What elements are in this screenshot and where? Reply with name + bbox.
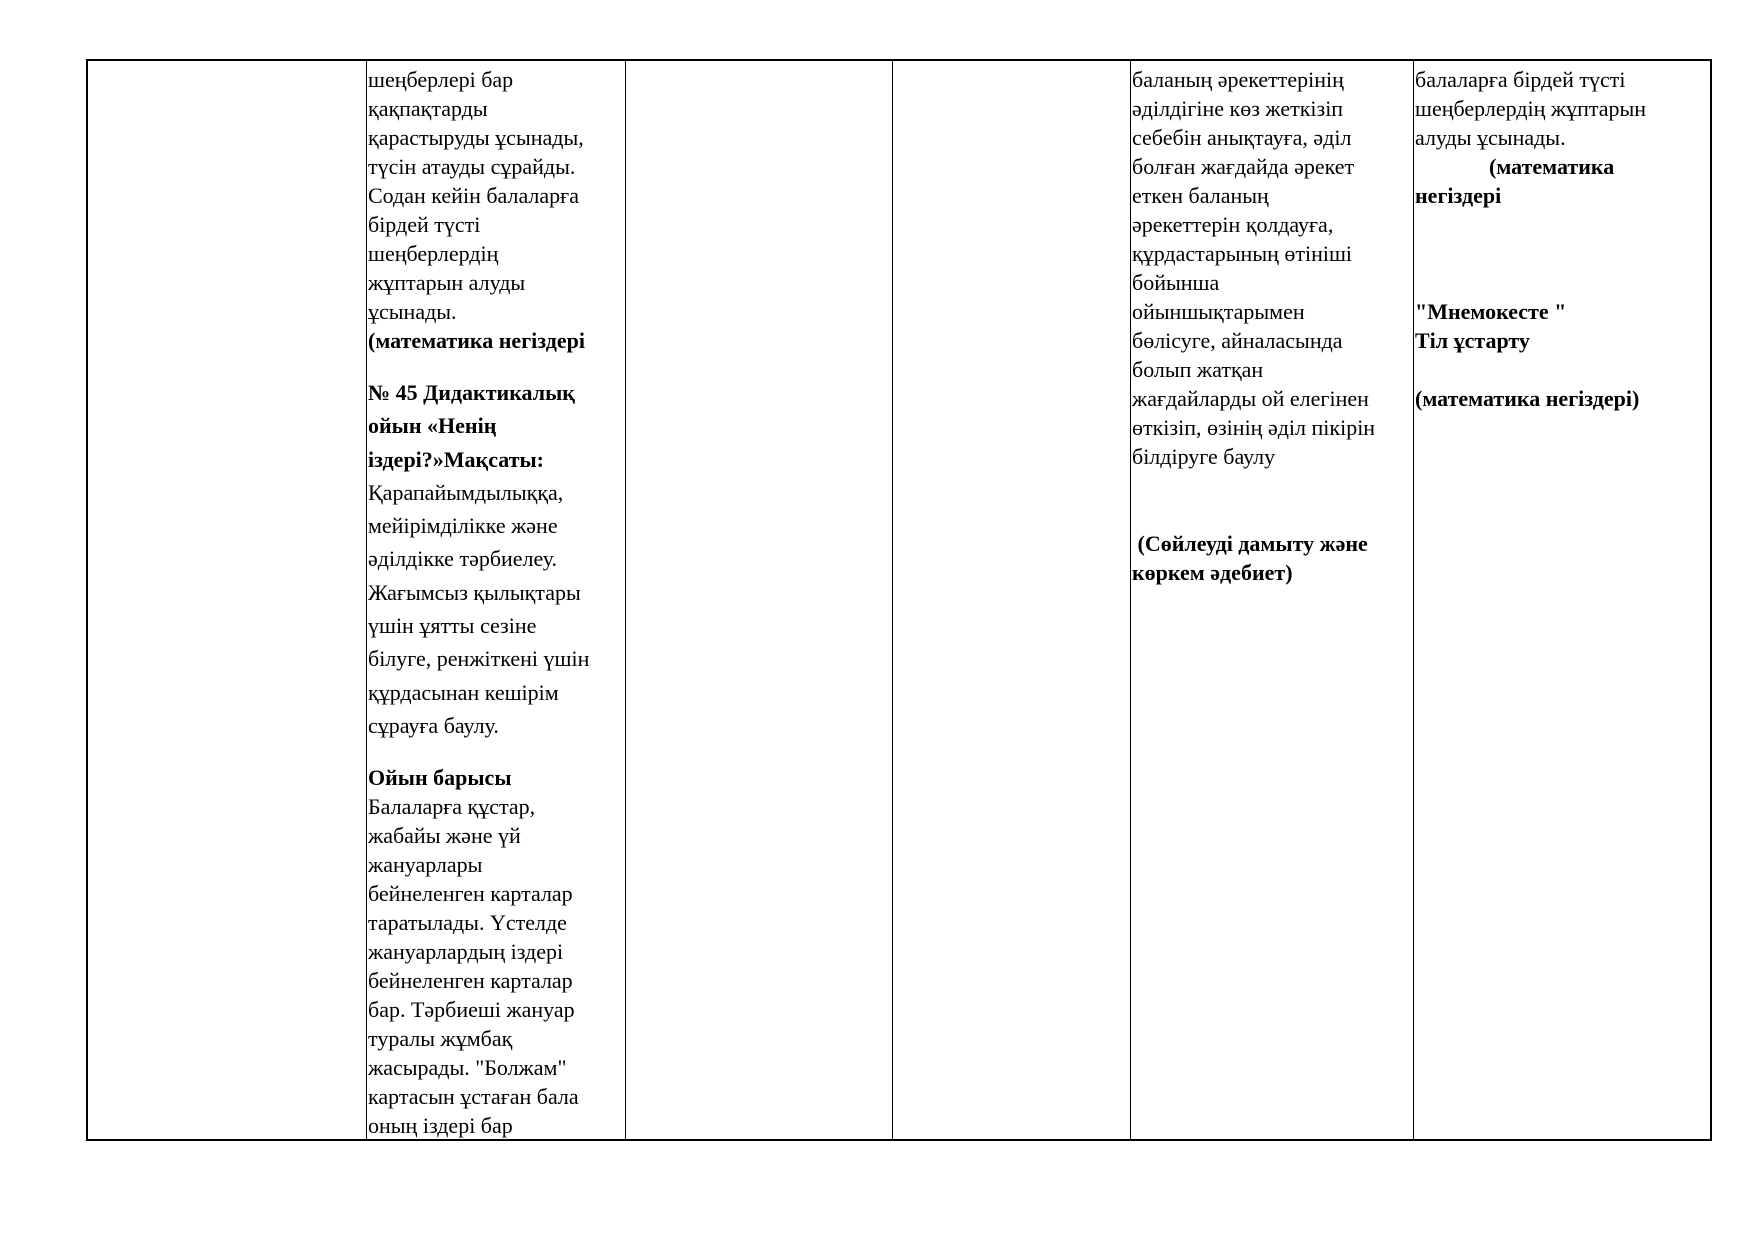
progress-line: жабайы және үй — [368, 823, 521, 849]
column-divider — [366, 61, 367, 1139]
plan-table — [86, 59, 1712, 1141]
text-line: шеңберлердің жұптарын — [1415, 96, 1647, 121]
column-divider — [892, 61, 893, 1139]
subject-label: (математика — [1489, 154, 1615, 179]
text-line: себебін анықтауға, әділ — [1132, 125, 1352, 150]
text-line: қарастыруды ұсынады, — [368, 125, 584, 150]
text-line: ұсынады. — [368, 299, 457, 324]
goal-line: білуге, ренжіткені үшін — [368, 646, 590, 672]
column-divider — [1130, 61, 1131, 1139]
game-block — [368, 376, 589, 742]
text-line: бөлісуге, айналасында — [1132, 328, 1343, 353]
game-title-line: ойын «Ненің — [368, 413, 497, 439]
goal-line: Қарапайымдылыққа, — [368, 479, 564, 505]
progress-heading: Ойын барысы — [368, 765, 512, 791]
text-line: бірдей түсті — [368, 212, 481, 237]
progress-line: бейнеленген карталар — [368, 881, 573, 907]
subject-label: көркем әдебиет) — [1132, 560, 1293, 585]
column-divider — [625, 61, 626, 1139]
text-line: өткізіп, өзінің әділ пікірін — [1132, 415, 1376, 440]
text-line: жұптарын алуды — [368, 270, 526, 295]
text-line: бойынша — [1132, 270, 1220, 295]
text-line: әрекеттерін қолдауға, — [1132, 212, 1334, 237]
progress-line: туралы жұмбақ — [368, 1026, 513, 1052]
text-line: баланың әрекеттерінің — [1132, 67, 1344, 92]
progress-line: таратылады. Үстелде — [368, 910, 567, 936]
cell-social-development — [1132, 65, 1375, 587]
text-line: жағдайларды ой елегінен — [1132, 386, 1369, 411]
text-line: Содан кейін балаларға — [368, 183, 579, 208]
goal-line: әділдікке тәрбиелеу. — [368, 546, 558, 572]
goal-line: үшін ұятты сезіне — [368, 613, 537, 639]
subject-label: (математика негіздері) — [1415, 386, 1640, 411]
goal-line: Жағымсыз қылықтары — [368, 579, 581, 605]
text-line: әділдігіне көз жеткізіп — [1132, 96, 1344, 121]
progress-line: картасын ұстаған бала — [368, 1084, 579, 1110]
text-line: ойыншықтарымен — [1132, 299, 1305, 324]
text-line: қақпақтарды — [368, 96, 488, 121]
subject-label: (математика негіздері — [368, 328, 585, 353]
progress-line: жануарлардың іздері — [368, 939, 564, 965]
progress-line: жасырады. "Болжам" — [368, 1055, 567, 1081]
text-line: балаларға бірдей түсті — [1415, 67, 1626, 92]
cell-activity-description — [368, 65, 589, 1140]
progress-line: Балаларға құстар, — [368, 794, 536, 820]
text-line: алуды ұсынады. — [1415, 125, 1566, 150]
text-line: түсін атауды сұрайды. — [368, 154, 576, 179]
cell-individual-work — [1415, 65, 1646, 413]
progress-line: бар. Тәрбиеші жануар — [368, 997, 575, 1023]
progress-line: жануарлары — [368, 852, 483, 878]
text-line: шеңберлердің — [368, 241, 499, 266]
goal-line: сұрауға баулу. — [368, 712, 499, 738]
progress-line: бейнеленген карталар — [368, 968, 573, 994]
subject-label: негіздері — [1415, 183, 1502, 208]
goal-line: мейірімділікке және — [368, 513, 558, 539]
text-line: білдіруге баулу — [1132, 444, 1276, 469]
game-title: "Мнемокесте " — [1415, 299, 1567, 324]
text-line: еткен баланың — [1132, 183, 1269, 208]
text-line: құрдастарының өтініші — [1132, 241, 1353, 266]
text-line: шеңберлері бар — [368, 67, 514, 92]
game-title-line: іздері?»Мақсаты: — [368, 446, 545, 472]
game-subtitle: Тіл ұстарту — [1415, 328, 1530, 353]
column-divider — [1413, 61, 1414, 1139]
progress-line: оның іздері бар — [368, 1113, 513, 1139]
goal-line: құрдасынан кешірім — [368, 679, 559, 705]
subject-label: (Сөйлеуді дамыту және — [1132, 531, 1368, 556]
text-line: болып жатқан — [1132, 357, 1264, 382]
text-line: болған жағдайда әрекет — [1132, 154, 1355, 179]
game-title-line: № 45 Дидактикалық — [368, 380, 575, 405]
